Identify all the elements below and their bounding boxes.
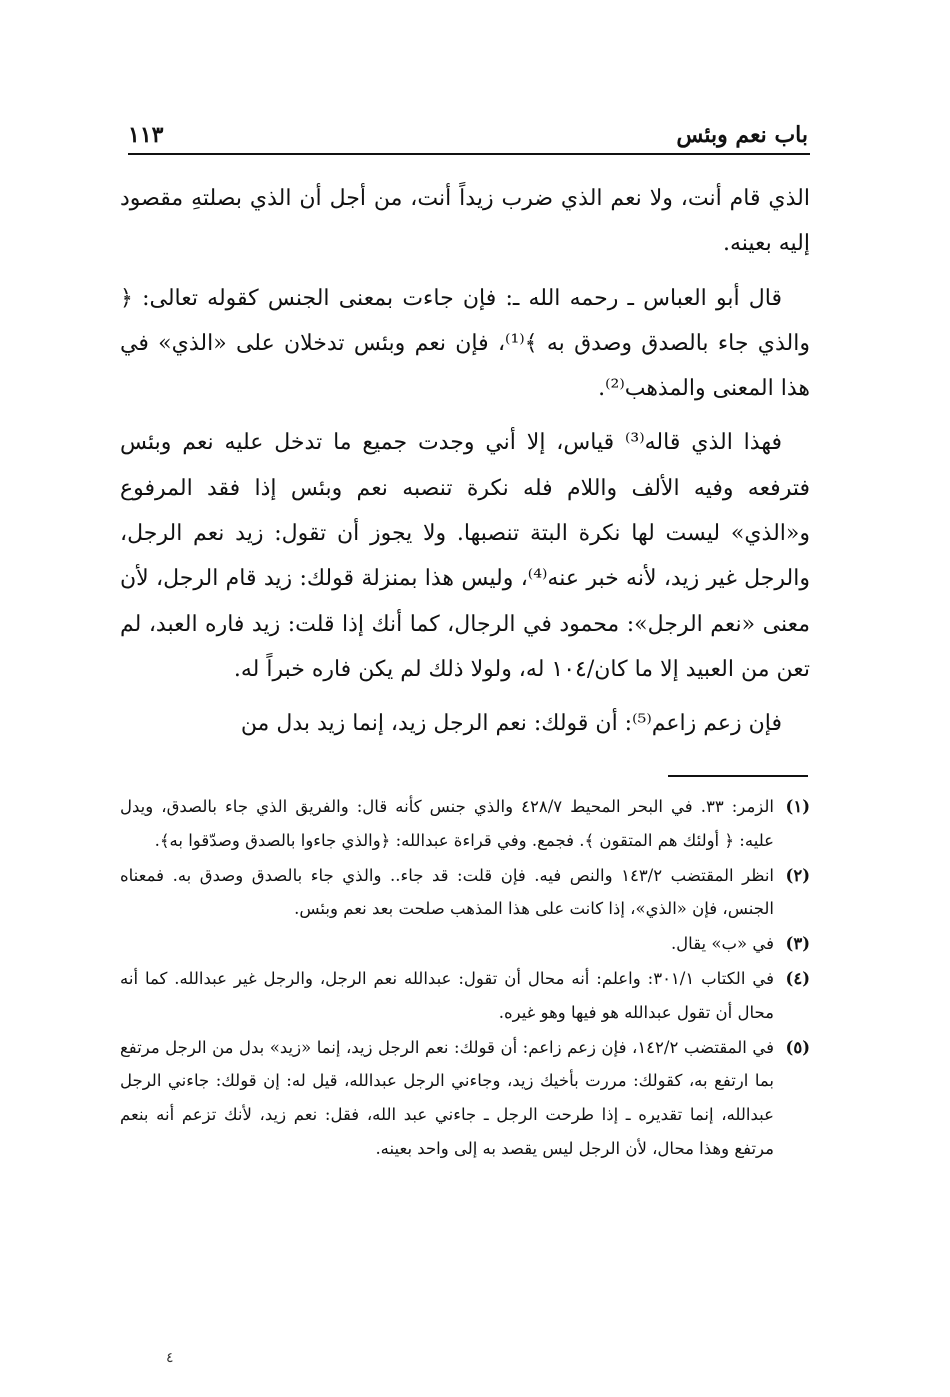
footnote-text: في الكتاب ٣٠١/١: واعلم: أنه محال أن تقول: عبدالله نعم الرجل، والرجل غير عبدالله. كما أنه محال أن تقول عبدالله هو فيها وهو غيره. [120,968,774,1022]
paragraph: قال أبو العباس ـ رحمه الله ـ: فإن جاءت بمعنى الجنس كقوله تعالى: ﴿ والذي جاء بالصدق وصدق به ﴾⁽¹⁾، فإن نعم وبئس تدخلان على «الذي» في هذا المعنى والمذهب⁽²⁾. [120,285,810,402]
footnotes [120,790,810,1167]
footnote-text: انظر المقتضب ١٤٣/٢ والنص فيه. فإن قلت: قد جاء.. والذي جاء بالصدق وصدق به. فمعناه الجنس، فإن «الذي»، إذا كانت على هذا المذهب صلحت بعد نعم وبئس. [120,865,774,919]
footnote-text: الزمر: ٣٣. في البحر المحيط ٤٢٨/٧ والذي جنس كأنه قال: والفريق الذي جاء بالصدق، ويدل عليه: ﴿ أولئك هم المتقون ﴾. فجمع. وفي قراءة عبدالله: ﴿والذي جاءوا بالصدق وصدّقوا به﴾. [120,797,774,850]
page-number: ١١٣ [128,122,164,148]
footnote [120,962,810,1030]
main-text [120,176,810,756]
footnote-number: (٤) [785,968,810,988]
paragraph: فهذا الذي قاله⁽³⁾ قياس، إلا أني وجدت جميع ما تدخل عليه نعم وبئس فترفعه وفيه الألف واللام فله نكرة تنصبه نعم وبئس إذا فقد المرفوع و«الذي» ليست لها نكرة البتة تنصبها. ولا يجوز أن تقول: زيد نعم الرجل، والرجل غير زيد، لأنه خبر عنه⁽⁴⁾، وليس هذا بمنزلة قولك: زيد قام الرجل، لأن معنى «نعم الرجل»: محمود في الرجال، كما أنك إذا قلت: زيد فاره العبد، لم تعن من العبيد إلا ما كان/١٠٤ له، ولولا ذلك لم يكن فاره خبراً له. [120,430,810,682]
paragraph: الذي قام أنت، ولا نعم الذي ضرب زيداً أنت، من أجل أن الذي بصلتهِ مقصود إليه بعينه. [120,186,810,257]
footnote [120,859,810,927]
footnote-number: (١) [785,797,810,816]
footnote-number: (٣) [785,934,810,954]
footnote [120,927,810,961]
signature-mark: ٤ [166,1350,174,1366]
footnote-number: (٢) [785,865,810,885]
header-rule [128,153,810,155]
footnote-text: في المقتضب ١٤٢/٢، فإن زعم زاعم: أن قولك: نعم الرجل زيد، إنما «زيد» بدل من الرجل مرتفع بما ارتفع به، كقولك: مررت بأخيك زيد، وجاءني الرجل عبدالله، قيل له: إن قولك: جاءني الرجل عبدالله، إنما تقديره ـ إذا طرحت الرجل ـ جاءني عبد الله، فقل: نعم زيد، لأنك تزعم أنه بنعم مرتفع وهذا محال، لأن الرجل ليس يقصد به إلى واحد بعينه. [120,1037,774,1158]
footnote-text: في «ب» يقال. [670,934,774,954]
footnote [120,790,810,858]
paragraph: فإن زعم زاعم⁽⁵⁾: أن قولك: نعم الرجل زيد، إنما زيد بدل من [240,711,782,737]
footnote [120,1031,810,1166]
footnote-number: (٥) [785,1037,810,1057]
footnote-rule [668,775,808,777]
running-header [128,122,808,154]
chapter-title: باب نعم وبئس [676,122,808,148]
